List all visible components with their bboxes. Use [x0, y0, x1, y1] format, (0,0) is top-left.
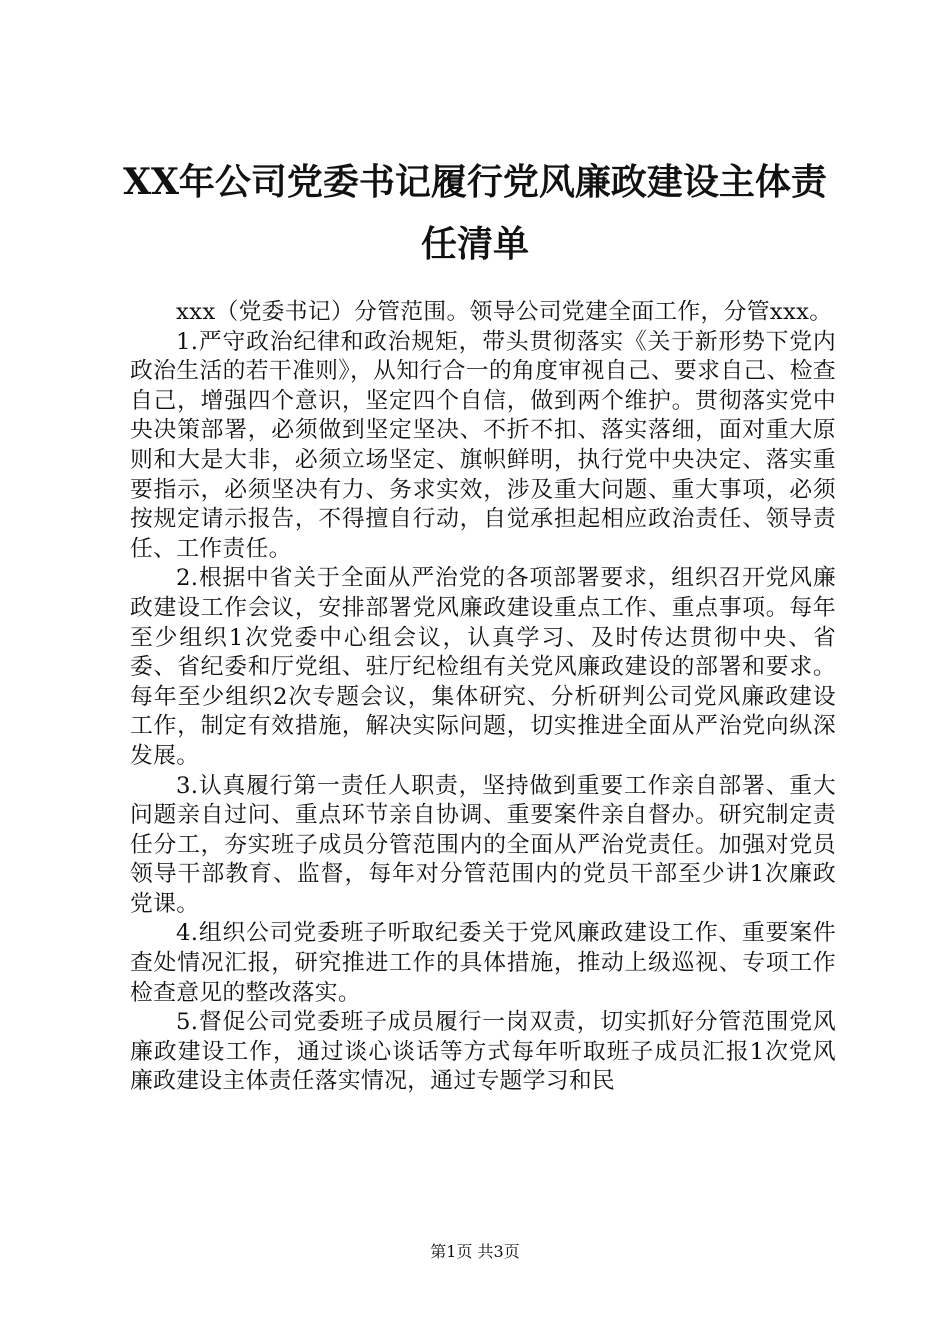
document-title-line-2: 任清单 — [420, 223, 529, 265]
paragraph-item-1: 1.严守政治纪律和政治规矩，带头贯彻落实《关于新形势下党内政治生活的若干准则》，从知行合一的角度审视自己、要求自己、检查自己，增强四个意识，坚定四个自信，做到两个维护。贯彻落实党中央决策部署，必须做到坚定坚决、不折不扣、落实落细，面对重大原则和大是大非，必须立场坚定、旗帜鲜明，执行党中央决定、落实重要指示，必须坚决有力、务求实效，涉及重大问题、重大事项，必须按规定请示报告，不得擅自行动，自觉承担起相应政治责任、领导责任、工作责任。 — [130, 328, 836, 562]
document-title-line-1: XX年公司党委书记履行党风廉政建设主体责 — [123, 161, 827, 203]
paragraph-item-3: 3.认真履行第一责任人职责，坚持做到重要工作亲自部署、重大问题亲自过问、重点环节亲自协调、重要案件亲自督办。研究制定责任分工，夯实班子成员分管范围内的全面从严治党责任。加强对党员领导干部教育、监督，每年对分管范围内的党员干部至少讲1次廉政党课。 — [130, 772, 836, 917]
page-number-footer: 第1页 共3页 — [430, 1242, 520, 1261]
paragraph-item-5: 5.督促公司党委班子成员履行一岗双责，切实抓好分管范围党风廉政建设工作，通过谈心谈话等方式每年听取班子成员汇报1次党风廉政建设主体责任落实情况，通过专题学习和民 — [130, 1009, 836, 1095]
paragraph-item-2: 2.根据中省关于全面从严治党的各项部署要求，组织召开党风廉政建设工作会议，安排部署党风廉政建设重点工作、重点事项。每年至少组织1次党委中心组会议，认真学习、及时传达贯彻中央、省委、省纪委和厅党组、驻厅纪检组有关党风廉政建设的部署和要求。每年至少组织2次专题会议，集体研究、分析研判公司党风廉政建设工作，制定有效措施，解决实际问题，切实推进全面从严治党向纵深发展。 — [130, 565, 836, 769]
document-body — [130, 298, 836, 1097]
paragraph-scope: xxx（党委书记）分管范围。领导公司党建全面工作，分管xxx。 — [176, 299, 833, 325]
paragraph-item-4: 4.组织公司党委班子听取纪委关于党风廉政建设工作、重要案件查处情况汇报，研究推进工作的具体措施，推动上级巡视、专项工作检查意见的整改落实。 — [130, 920, 836, 1006]
